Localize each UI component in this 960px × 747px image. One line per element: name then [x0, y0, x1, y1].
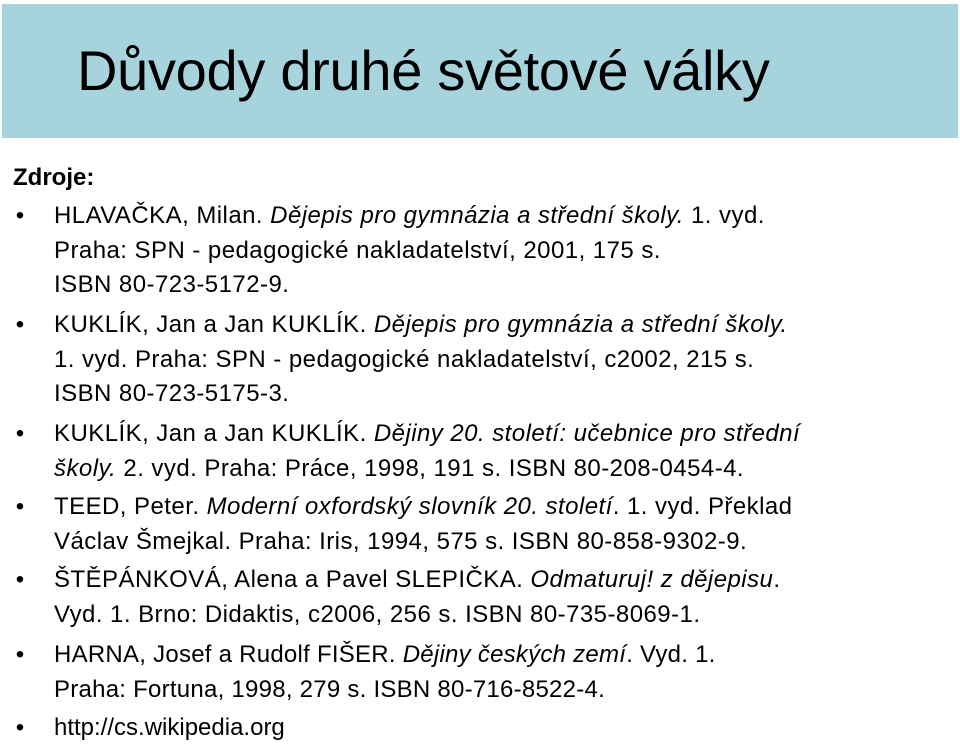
source-text-segment: . 1. vyd. Překlad — [612, 493, 793, 520]
source-text-segment: Praha: SPN - pedagogické nakladatelství, 2001, 175 s. — [54, 236, 661, 264]
bullet-icon: • — [15, 420, 25, 447]
source-text-segment: KUKLÍK, Jan a Jan KUKLÍK. — [54, 311, 374, 338]
source-title-italic: Odmaturuj! z dějepisu — [530, 566, 774, 593]
source-text-segment: ISBN 80-723-5175-3. — [54, 380, 290, 407]
source-text — [54, 711, 944, 746]
source-line — [54, 199, 944, 234]
source-line — [54, 268, 944, 303]
source-text-segment: 1. vyd. — [683, 202, 765, 229]
source-text-segment: . Vyd. 1. — [626, 641, 716, 668]
source-line — [54, 525, 944, 560]
source-line — [54, 490, 944, 525]
source-line — [54, 452, 944, 487]
source-text — [54, 199, 944, 303]
source-text-segment: 1. vyd. Praha: SPN - pedagogické nakladatelství, c2002, 215 s. — [54, 345, 755, 373]
bullet-icon: • — [15, 311, 25, 338]
source-text-segment: TEED, Peter. — [54, 493, 207, 520]
source-text-segment: . — [773, 566, 781, 593]
source-text-segment: http://cs.wikipedia.org — [54, 714, 285, 741]
source-text-segment: Vyd. 1. Brno: Didaktis, c2006, 256 s. ISBN 80-735-8069-1. — [54, 600, 701, 628]
source-title-italic: Dějepis pro gymnázia a střední školy. — [270, 202, 684, 229]
source-title-italic: Dějiny českých zemí — [402, 641, 627, 668]
source-text — [54, 563, 944, 632]
source-line — [54, 377, 944, 412]
source-text-segment: ISBN 80-723-5172-9. — [54, 271, 290, 298]
title-bar — [2, 4, 958, 138]
source-text — [54, 490, 944, 559]
bullet-icon: • — [15, 641, 25, 668]
source-text-segment: ŠTĚPÁNKOVÁ, Alena a Pavel SLEPIČKA. — [54, 566, 531, 593]
source-text — [54, 417, 944, 486]
source-text-segment: HARNA, Josef a Rudolf FIŠER. — [54, 641, 403, 668]
source-title-italic: Dějepis pro gymnázia a střední školy. — [373, 311, 788, 338]
source-text-segment: 2. vyd. Praha: Práce, 1998, 191 s. ISBN 80-208-0454-4. — [116, 454, 745, 482]
source-line — [54, 343, 944, 378]
source-line — [54, 308, 944, 343]
source-line — [54, 563, 944, 598]
page-title: Důvody druhé světové války — [77, 39, 770, 102]
source-line — [54, 673, 944, 708]
source-line — [54, 711, 944, 746]
source-line — [54, 638, 944, 673]
source-line — [54, 234, 944, 269]
source-line — [54, 598, 944, 633]
source-title-italic: Moderní oxfordský slovník 20. století — [206, 493, 613, 520]
source-line — [54, 417, 944, 452]
source-text — [54, 308, 944, 412]
bullet-icon: • — [15, 714, 25, 741]
source-text — [54, 638, 944, 707]
sources-heading: Zdroje: — [13, 164, 95, 191]
bullet-icon: • — [15, 566, 25, 593]
source-text-segment: KUKLÍK, Jan a Jan KUKLÍK. — [54, 420, 374, 447]
source-text-segment: Václav Šmejkal. Praha: Iris, 1994, 575 s. ISBN 80-858-9302-9. — [54, 527, 748, 555]
source-title-italic: Dějiny 20. století: učebnice pro střední — [373, 420, 801, 447]
source-title-italic: školy. — [54, 454, 117, 482]
bullet-icon: • — [15, 202, 25, 229]
source-text-segment: Praha: Fortuna, 1998, 279 s. ISBN 80-716-8522-4. — [54, 675, 606, 703]
bullet-icon: • — [15, 493, 25, 520]
source-text-segment: HLAVAČKA, Milan. — [54, 202, 271, 229]
